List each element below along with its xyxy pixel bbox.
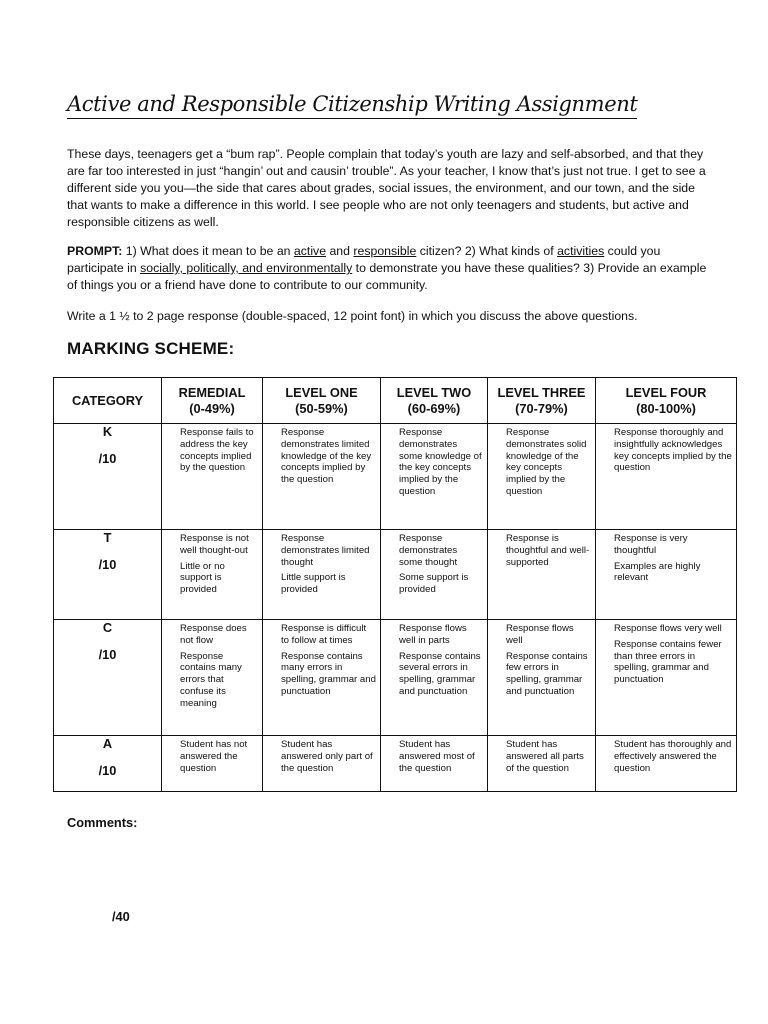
rubric-cell: [263, 424, 381, 530]
bullet-box-icon: [166, 739, 180, 774]
rubric-bullet: [267, 623, 376, 647]
rubric-cell: [263, 620, 381, 736]
rubric-bullet: [492, 533, 591, 568]
level-range: (50-59%): [295, 400, 348, 416]
rubric-bullet: [600, 427, 732, 474]
rubric-bullet-text: Response does not flow: [180, 623, 247, 646]
level-name: LEVEL FOUR: [625, 384, 707, 400]
prompt-text: to demonstrate you have these qualities? 3) Provide an example of things you or a friend have done to contribute to our community.: [67, 261, 707, 292]
prompt-underline-activities: activities: [557, 244, 605, 258]
prompt-underline-responsible: responsible: [353, 244, 417, 258]
category-score: /10: [98, 557, 117, 572]
rubric-bullet: [492, 739, 591, 774]
rubric-cell: [162, 736, 263, 792]
rubric-bullet: [385, 533, 483, 568]
bullet-box-icon: [385, 533, 399, 568]
rubric-cell: [596, 736, 737, 792]
write-instruction: Write a 1 ½ to 2 page response (double-spaced, 12 point font) in which you discuss the above questions.: [67, 309, 638, 323]
rubric-bullet: [267, 739, 376, 774]
level-header-level-four: [596, 378, 737, 424]
rubric-bullet: [267, 572, 376, 596]
bullet-box-icon: [385, 651, 399, 698]
rubric-cell: [488, 620, 596, 736]
bullet-box-icon: [166, 561, 180, 596]
level-header-level-one: [263, 378, 381, 424]
rubric-bullet-text: Response flows very well: [614, 623, 722, 634]
rubric-bullet: [385, 651, 483, 698]
rubric-row-c: [54, 620, 737, 736]
rubric-header: [54, 378, 737, 424]
bullet-box-icon: [385, 739, 399, 774]
rubric-cell: [162, 620, 263, 736]
intro-paragraph: These days, teenagers get a “bum rap”. People complain that today’s youth are lazy and self-absorbed, and that they are far too interested in just “hangin’ out and causin’ trouble”. As your teacher, I know that’s just not true. I get to see a different side you you—the side that cares about grades, social issues, the environment, and our town, and the side that wants to make a difference in this world. I see people who are not only teenagers and students, but active and responsible citizens as well.: [67, 147, 706, 229]
rubric-row-t: [54, 530, 737, 620]
rubric-bullet-text: Student has answered all parts of the question: [506, 739, 584, 774]
rubric-bullet-text: Little support is provided: [281, 572, 346, 596]
rubric-cell: [381, 736, 488, 792]
rubric-bullet-text: Student has answered most of the question: [399, 739, 475, 774]
rubric-bullet: [600, 533, 732, 557]
level-range: (80-100%): [636, 400, 696, 416]
rubric-bullet: [267, 533, 376, 568]
level-name: REMEDIAL: [178, 384, 246, 400]
prompt-text: and: [326, 244, 354, 258]
category-score: /10: [98, 763, 117, 778]
level-range: (70-79%): [515, 400, 568, 416]
category-cell: [54, 424, 162, 530]
bullet-box-icon: [267, 623, 281, 647]
bullet-box-icon: [385, 572, 399, 596]
rubric-cell: [263, 736, 381, 792]
level-name: LEVEL THREE: [497, 384, 586, 400]
rubric-bullet-text: Response contains few errors in spelling, grammar and punctuation: [506, 650, 588, 697]
rubric-bullet-text: Response is not well thought-out: [180, 533, 249, 556]
bullet-box-icon: [492, 739, 506, 774]
category-cell: [54, 530, 162, 620]
total-score: /40: [112, 909, 130, 924]
bullet-box-icon: [600, 427, 614, 474]
rubric-bullet-text: Response contains many errors in spelling, grammar and punctuation: [281, 650, 376, 697]
level-range: (60-69%): [407, 400, 461, 416]
category-cell: [54, 620, 162, 736]
rubric-bullet-text: Response is very thoughtful: [614, 533, 688, 556]
rubric-bullet: [267, 651, 376, 698]
rubric-bullet-text: Response is thoughtful and well-supported: [506, 533, 590, 568]
bullet-box-icon: [166, 533, 180, 557]
rubric-bullet-text: Response demonstrates solid knowledge of the key concepts implied by the question: [506, 427, 587, 497]
rubric-cell: [596, 530, 737, 620]
rubric-bullet: [492, 623, 591, 647]
level-range: (0-49%): [189, 400, 235, 416]
bullet-box-icon: [267, 533, 281, 568]
rubric-cell: [381, 424, 488, 530]
rubric-bullet: [166, 623, 258, 647]
rubric-bullet-text: Response contains several errors in spelling, grammar and punctuation: [399, 650, 481, 697]
category-letter: T: [103, 530, 112, 545]
category-letter: K: [102, 424, 113, 439]
rubric-row-k: [54, 424, 737, 530]
prompt-text: citizen? 2) What kinds of: [416, 244, 558, 258]
rubric-bullet: [166, 739, 258, 774]
rubric-bullet-text: Response contains many errors that confuse its meaning: [180, 650, 242, 709]
level-name: LEVEL TWO: [396, 384, 472, 400]
rubric-cell: [381, 620, 488, 736]
rubric-bullet-text: Response thoroughly and insightfully acknowledges key concepts implied by the question: [614, 427, 732, 474]
bullet-box-icon: [267, 651, 281, 698]
rubric-bullet: [600, 561, 732, 585]
rubric-cell: [488, 424, 596, 530]
rubric-bullet-text: Response demonstrates some thought: [399, 533, 458, 568]
category-header: CATEGORY: [54, 378, 162, 424]
rubric-cell: [263, 530, 381, 620]
rubric-bullet: [492, 651, 591, 698]
rubric-header-row: [54, 378, 737, 424]
rubric-bullet-text: Little or no support is provided: [180, 560, 225, 596]
bullet-box-icon: [600, 623, 614, 635]
prompt-underline-active: active: [293, 244, 327, 258]
rubric-cell: [596, 424, 737, 530]
prompt-text: 1) What does it mean to be an: [122, 244, 294, 258]
rubric-bullet-text: Examples are highly relevant: [614, 560, 701, 584]
rubric-bullet: [385, 572, 483, 596]
rubric-cell: [162, 424, 263, 530]
rubric-table: [53, 377, 737, 792]
bullet-box-icon: [492, 427, 506, 498]
category-score: /10: [98, 647, 117, 662]
bullet-box-icon: [600, 533, 614, 557]
rubric-bullet: [600, 639, 732, 686]
rubric-bullet-text: Response demonstrates limited knowledge of the key concepts implied by the question: [281, 427, 372, 486]
bullet-box-icon: [600, 639, 614, 686]
rubric-bullet-text: Response flows well: [506, 623, 574, 646]
rubric-bullet-text: Student has not answered the question: [180, 739, 248, 774]
bullet-box-icon: [267, 572, 281, 596]
rubric-bullet: [600, 623, 732, 635]
rubric-bullet: [385, 427, 483, 498]
bullet-box-icon: [166, 427, 180, 474]
prompt-paragraph: [67, 243, 707, 294]
rubric-cell: [488, 736, 596, 792]
rubric-bullet-text: Response is difficult to follow at times: [281, 623, 367, 646]
category-letter: A: [102, 736, 113, 751]
bullet-box-icon: [166, 623, 180, 647]
category-letter: C: [102, 620, 113, 635]
category-cell: [54, 736, 162, 792]
prompt-label: PROMPT:: [67, 244, 123, 258]
bullet-box-icon: [385, 427, 399, 498]
rubric-row-a: [54, 736, 737, 792]
rubric-bullet-text: Response fails to address the key concepts implied by the question: [180, 427, 254, 474]
level-header-level-three: [488, 378, 596, 424]
rubric-bullet: [166, 427, 258, 474]
rubric-cell: [596, 620, 737, 736]
rubric-body: [54, 424, 737, 792]
rubric-bullet: [492, 427, 591, 498]
rubric-bullet: [385, 623, 483, 647]
bullet-box-icon: [267, 427, 281, 486]
category-score: /10: [98, 451, 117, 466]
rubric-cell: [381, 530, 488, 620]
rubric-bullet-text: Response flows well in parts: [399, 623, 467, 646]
rubric-bullet: [385, 739, 483, 774]
rubric-bullet-text: Response demonstrates limited thought: [281, 533, 370, 568]
rubric-bullet-text: Some support is provided: [399, 572, 469, 596]
rubric-bullet: [267, 427, 376, 486]
bullet-box-icon: [600, 561, 614, 585]
rubric-bullet-text: Response contains fewer than three errors in spelling, grammar and punctuation: [614, 638, 722, 686]
bullet-box-icon: [492, 533, 506, 568]
rubric-bullet-text: Response demonstrates some knowledge of the key concepts implied by the question: [399, 427, 482, 497]
marking-scheme-heading: MARKING SCHEME:: [67, 339, 235, 358]
bullet-box-icon: [492, 623, 506, 647]
page-title: Active and Responsible Citizenship Writing Assignment: [67, 92, 637, 119]
rubric-bullet: [166, 651, 258, 710]
bullet-box-icon: [267, 739, 281, 774]
bullet-box-icon: [492, 651, 506, 698]
rubric-bullet-text: Student has thoroughly and effectively answered the question: [614, 739, 732, 774]
bullet-box-icon: [385, 623, 399, 647]
bullet-box-icon: [600, 739, 614, 774]
rubric-bullet-text: Student has answered only part of the question: [281, 739, 373, 774]
comments-label: Comments:: [67, 815, 138, 830]
level-name: LEVEL ONE: [285, 384, 358, 400]
prompt-underline-spheres: socially, politically, and environmentally: [140, 261, 353, 275]
level-header-remedial: [162, 378, 263, 424]
rubric-bullet: [600, 739, 732, 774]
prompt-text: could you participate in: [67, 244, 661, 275]
rubric-bullet: [166, 561, 258, 596]
rubric-bullet: [166, 533, 258, 557]
level-header-level-two: [381, 378, 488, 424]
rubric-cell: [162, 530, 263, 620]
bullet-box-icon: [166, 651, 180, 710]
rubric-cell: [488, 530, 596, 620]
